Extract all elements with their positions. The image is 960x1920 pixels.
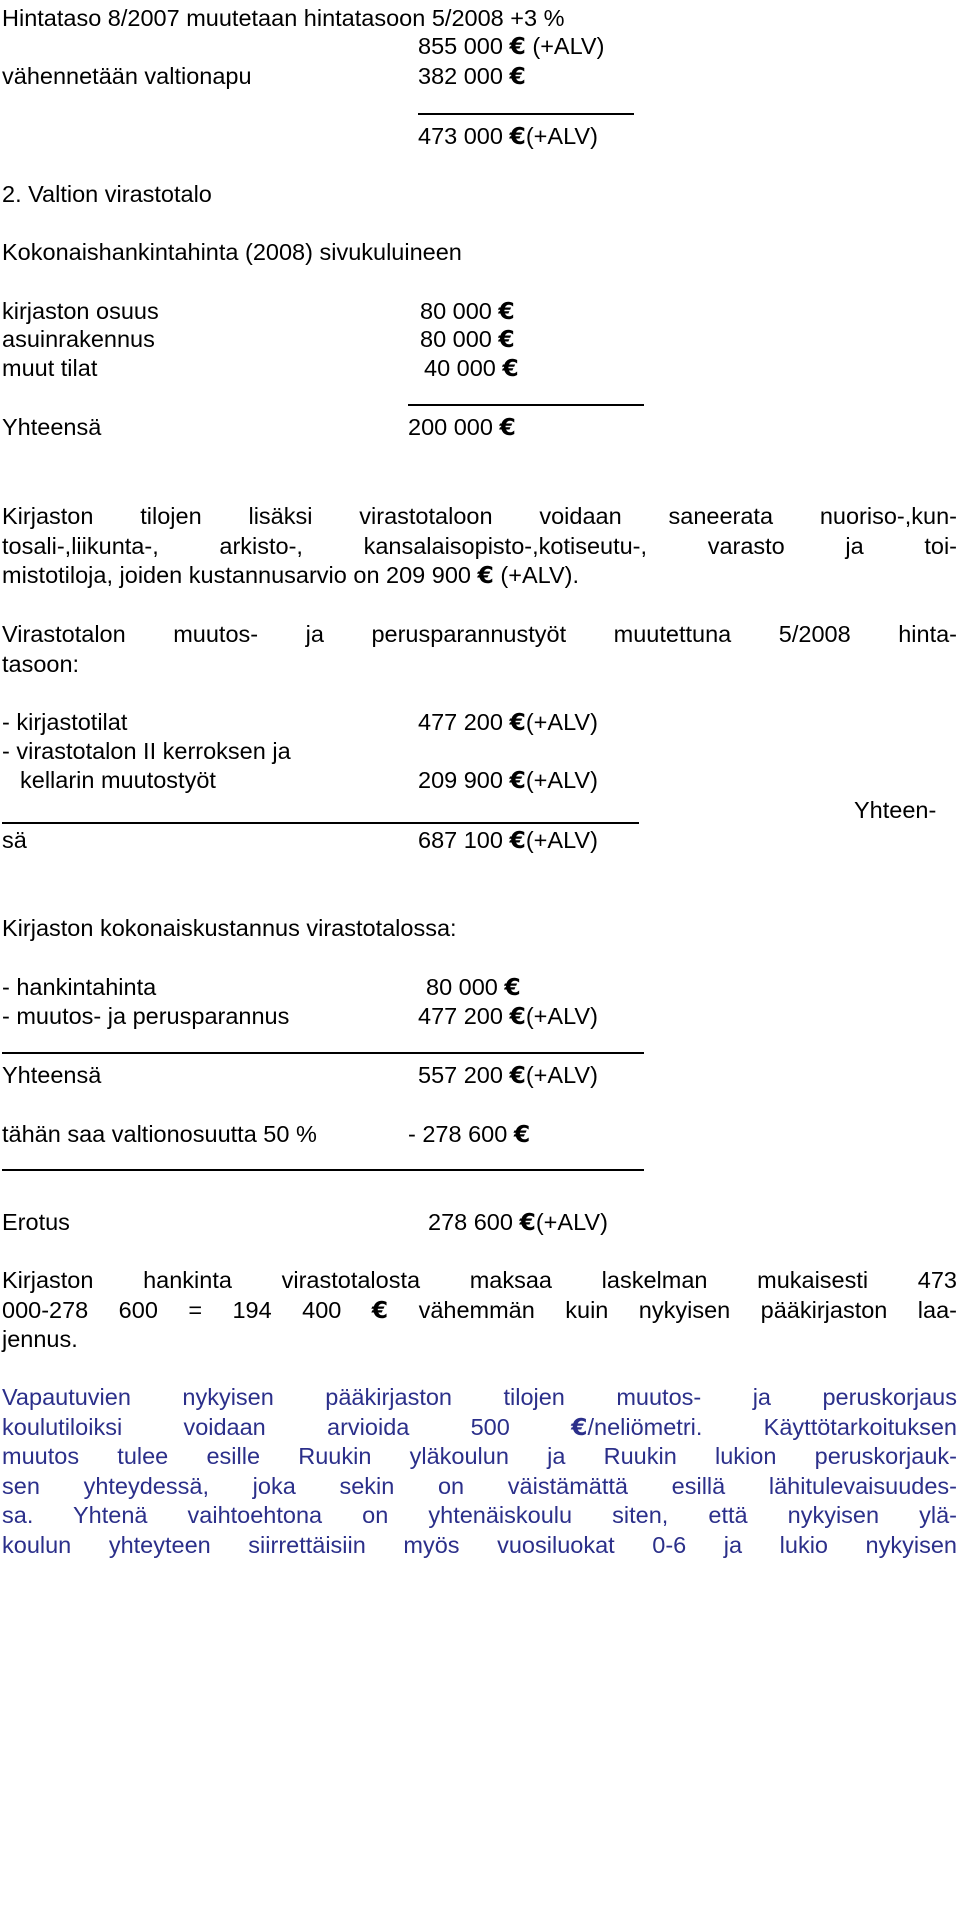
vat-suffix: (+ALV) <box>525 123 598 149</box>
euro-icon: € <box>509 32 526 60</box>
amount-value: 80 000 <box>420 326 492 352</box>
euro-icon: € <box>498 325 515 353</box>
divider-line <box>408 404 644 406</box>
amount-value: 855 000 <box>418 33 503 59</box>
vat-suffix: (+ALV) <box>525 1003 598 1029</box>
item-label: - virastotalon II kerroksen ja <box>2 738 291 764</box>
line-text: vähemmän kuin nykyisen pääkirjaston laa- <box>418 1296 957 1323</box>
euro-icon: € <box>504 973 521 1001</box>
item-label: - muutos- ja perusparannus <box>2 1003 290 1029</box>
line-text: mistotiloja, joiden kustannusarvio on 209 900 <box>2 562 471 588</box>
euro-icon: € <box>509 766 526 794</box>
euro-icon: € <box>498 297 515 325</box>
vat-suffix: (+ALV). <box>500 562 579 588</box>
section-subheading: Kokonaishankintahinta (2008) sivukuluineen <box>2 239 462 265</box>
paragraph-line: Kirjaston hankinta virastotalosta maksaa laskelman mukaisesti 473 <box>2 1267 957 1293</box>
vat-suffix: (+ALV) <box>525 767 598 793</box>
amount-value: 473 000 <box>418 123 503 149</box>
divider-line <box>2 1169 644 1171</box>
paragraph-line <box>2 1296 957 1326</box>
euro-icon: € <box>513 1120 531 1148</box>
amount-855000 <box>418 32 604 60</box>
item-amount <box>418 708 598 736</box>
total-amount <box>418 1061 598 1089</box>
amount-value: 80 000 <box>420 298 492 324</box>
euro-icon: € <box>509 62 526 90</box>
paragraph-line: jennus. <box>2 1326 78 1352</box>
amount-473000 <box>418 122 598 150</box>
item-label: kellarin muutostyöt <box>20 767 216 793</box>
vat-suffix: (+ALV) <box>535 1209 608 1235</box>
euro-icon: € <box>499 413 516 441</box>
item-amount <box>420 297 515 325</box>
euro-icon: € <box>502 354 519 382</box>
amount-value: 382 000 <box>418 63 503 89</box>
paragraph-library-savings <box>2 1266 957 1355</box>
paragraph-line: Vapautuvien nykyisen pääkirjaston tilojen muutos- ja peruskorjaus <box>2 1384 957 1410</box>
line-text: 000-278 600 = 194 400 <box>2 1296 342 1323</box>
item-label: asuinrakennus <box>2 326 155 352</box>
euro-icon: € <box>477 561 494 589</box>
paragraph-line <box>2 561 957 591</box>
paragraph-line: muutos tulee esille Ruukin yläkoulun ja Ruukin lukion peruskorjauk- <box>2 1443 957 1469</box>
total-label-part: sä <box>2 827 27 853</box>
difference-label: Erotus <box>2 1209 70 1235</box>
paragraph-line: koulun yhteyteen siirrettäisiin myös vuosiluokat 0-6 ja lukio nykyisen <box>2 1531 957 1558</box>
subsidy-amount <box>408 1120 530 1148</box>
total-label: Yhteensä <box>2 1062 102 1088</box>
item-label: - kirjastotilat <box>2 709 128 735</box>
amount-value: 687 100 <box>418 827 503 853</box>
paragraph-renovation-intro <box>2 620 957 679</box>
subsidy-label: tähän saa valtionosuutta 50 % <box>2 1121 317 1147</box>
divider-line <box>418 113 634 115</box>
euro-icon: € <box>509 122 526 150</box>
amount-value: 477 200 <box>418 1003 503 1029</box>
price-level-line: Hintataso 8/2007 muutetaan hintatasoon 5/2008 +3 % <box>2 5 565 31</box>
total-label-part: Yhteen- <box>854 797 937 823</box>
item-amount <box>424 354 519 382</box>
amount-value: 278 600 <box>428 1209 513 1235</box>
line-text: /neliömetri. Käyttötarkoituksen <box>587 1413 957 1440</box>
euro-icon: € <box>371 1295 389 1324</box>
item-amount <box>418 766 598 794</box>
item-amount <box>418 1002 598 1030</box>
euro-icon: € <box>509 826 526 854</box>
total-amount <box>408 413 516 441</box>
paragraph-line: Kirjaston tilojen lisäksi virastotaloon voidaan saneerata nuoriso-,kun- <box>2 503 957 529</box>
euro-icon: € <box>509 1002 526 1030</box>
vat-suffix: (+ALV) <box>525 709 598 735</box>
euro-icon: € <box>519 1208 536 1236</box>
amount-value: - 278 600 <box>408 1121 508 1147</box>
item-amount <box>426 973 521 1001</box>
difference-amount <box>428 1208 608 1236</box>
section-heading: 2. Valtion virastotalo <box>2 181 212 207</box>
line-text: koulutiloiksi voidaan arvioida 500 <box>2 1413 510 1440</box>
vat-suffix: (+ALV) <box>525 827 598 853</box>
euro-icon: € <box>509 1061 526 1089</box>
item-label: - hankintahinta <box>2 974 157 1000</box>
amount-value: 80 000 <box>426 974 498 1000</box>
euro-icon: € <box>509 708 526 736</box>
divider-line <box>2 822 639 824</box>
total-label: Yhteensä <box>2 414 102 440</box>
amount-value: 40 000 <box>424 355 496 381</box>
paragraph-line: tosali-,liikunta-, arkisto-, kansalaisopisto-,kotiseutu-, varasto ja toi- <box>2 532 957 559</box>
vat-suffix: (+ALV) <box>525 1062 598 1088</box>
paragraph-line: Virastotalon muutos- ja perusparannustyöt muutettuna 5/2008 hinta- <box>2 621 957 647</box>
paragraph-line: tasoon: <box>2 650 80 677</box>
amount-value: 557 200 <box>418 1062 503 1088</box>
paragraph-line <box>2 1413 957 1443</box>
amount-value: 477 200 <box>418 709 503 735</box>
item-label: muut tilat <box>2 355 98 381</box>
item-amount <box>420 325 515 353</box>
divider-line <box>2 1052 644 1054</box>
vat-suffix: (+ALV) <box>532 33 605 59</box>
paragraph-line: sa. Yhtenä vaihtoehtona on yhtenäiskoulu siten, että nykyisen ylä- <box>2 1502 957 1528</box>
euro-icon: € <box>571 1412 588 1441</box>
amount-value: 200 000 <box>408 414 493 440</box>
paragraph-line: sen yhteydessä, joka sekin on väistämättä esillä lähitulevaisuudes- <box>2 1472 957 1499</box>
paragraph-extra-facilities <box>2 502 957 591</box>
total-amount <box>418 826 598 854</box>
library-cost-heading: Kirjaston kokonaiskustannus virastotalossa: <box>2 915 457 941</box>
state-aid-label: vähennetään valtionapu <box>2 63 252 89</box>
paragraph-school-conversion <box>2 1383 957 1560</box>
amount-value: 209 900 <box>418 767 503 793</box>
item-label: kirjaston osuus <box>2 298 159 324</box>
amount-382000 <box>418 62 526 90</box>
